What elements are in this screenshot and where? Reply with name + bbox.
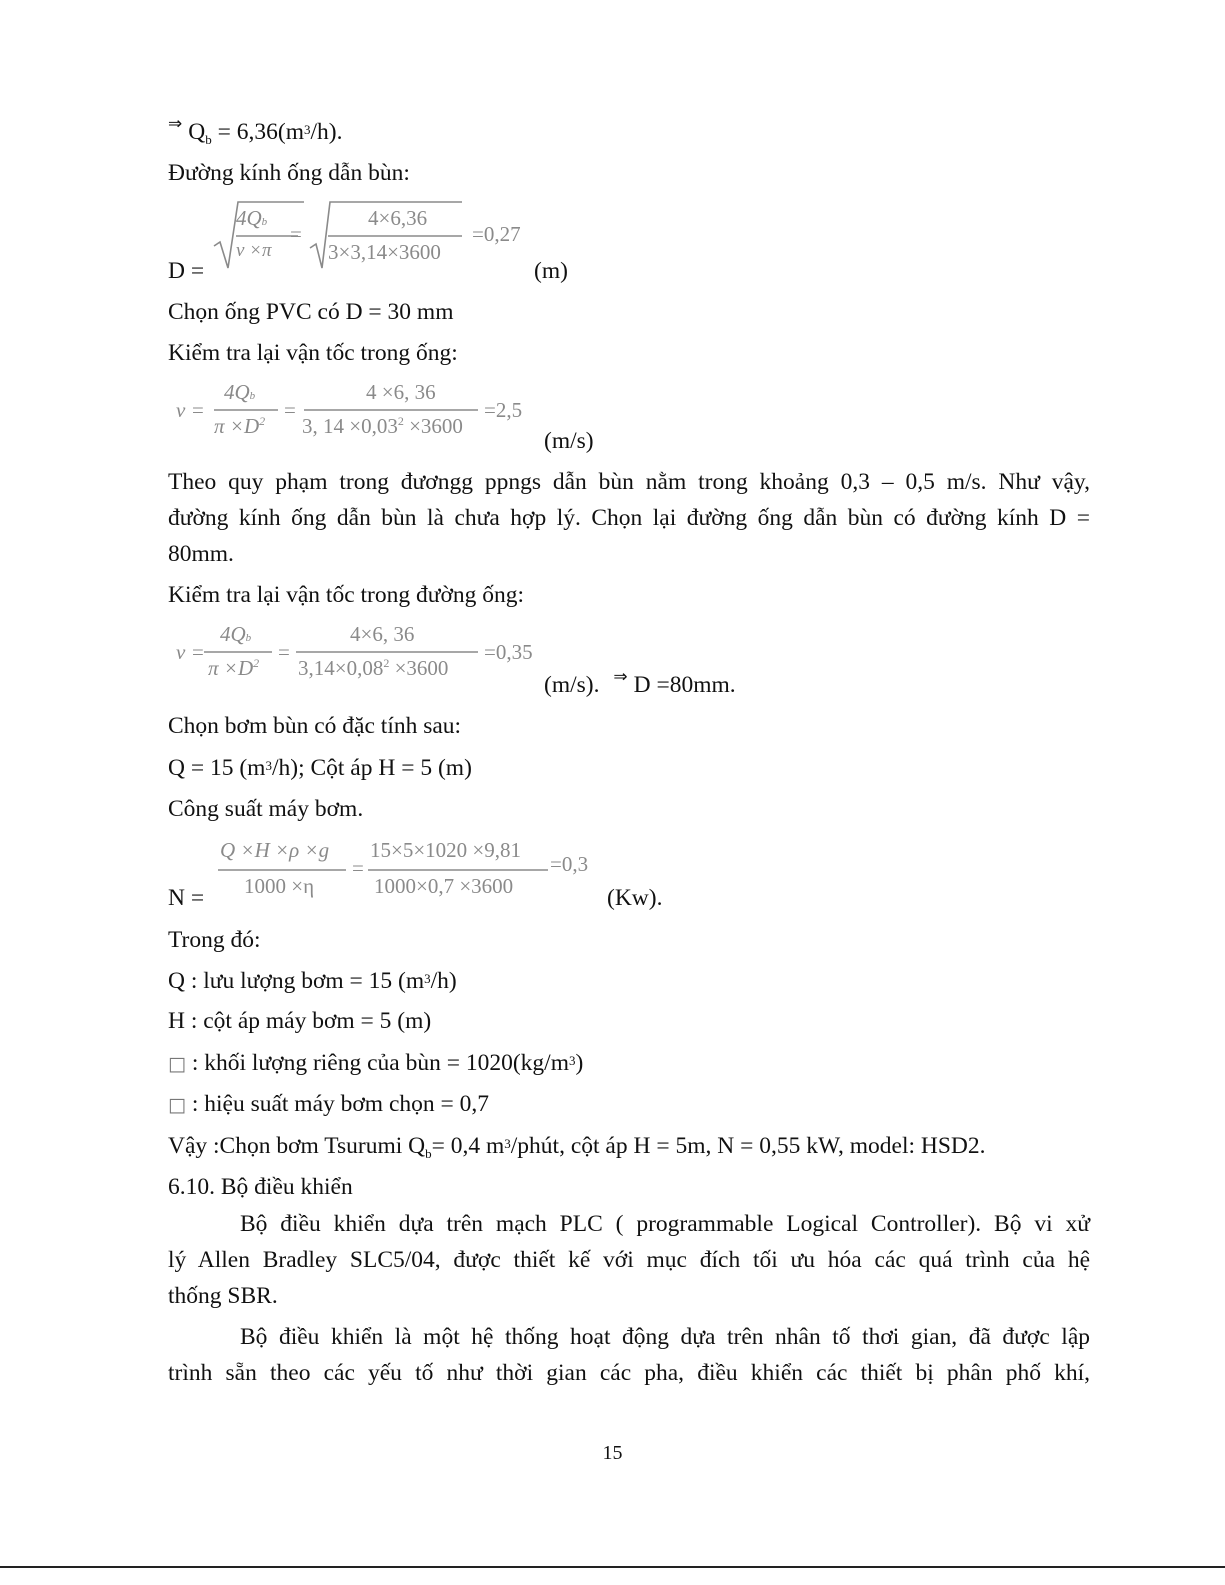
v2-num-right: 4×6, 36 (350, 622, 415, 646)
v1-num-left: 4Qb (224, 380, 256, 404)
paragraph-line-3: 80mm. (168, 541, 234, 567)
controller-paragraph-1-line-3: thống SBR. (168, 1283, 278, 1309)
pump-choice: Chọn bơm bùn có đặc tính sau: (168, 713, 462, 739)
n-label: N = (168, 885, 205, 911)
n-den-left: 1000 ×η (244, 874, 315, 898)
paragraph-line-1: Theo quy phạm trong đươngg ppngs dẫn bùn nằm trong khoảng 0,3 – 0,5 m/s. Như vậy, (168, 469, 1090, 495)
velocity-formula-1 (174, 380, 544, 442)
implies-arrow-icon: ⇒ (613, 667, 628, 687)
v1-den-left: $\pi \times D^2$ (214, 414, 266, 438)
n-num-right: 15×5×1020 ×9,81 (370, 838, 522, 862)
v1-num-right: 4 ×6, 36 (366, 380, 436, 404)
d-unit: (m) (534, 258, 568, 284)
n-eq: = (352, 856, 364, 880)
d-label: D = (168, 258, 205, 284)
v2-unit-and-result: (m/s). ⇒ D =80mm. (544, 667, 736, 698)
n-den-right: 1000×0,7 ×3600 (374, 874, 514, 898)
v1-lhs: v = (176, 398, 205, 422)
velocity-formula-2 (174, 622, 554, 684)
n-result: =0,3 (550, 852, 589, 876)
d-den-left: v ×π (236, 240, 272, 261)
v1-den-right: 3, $14 \times 0,03^2 \times 3600$ (302, 414, 463, 438)
v2-result: =0,35 (484, 640, 533, 664)
power-heading: Công suất máy bơm. (168, 796, 364, 822)
pump-specs: Q = 15 $(m^3/h)$; Cột áp H = 5 (m) (168, 755, 472, 781)
where-heading: Trong đó: (168, 927, 261, 953)
diameter-heading: Đường kính ống dẫn bùn: (168, 160, 410, 186)
v2-num-left: 4Qb (220, 622, 252, 646)
d-num-right: 4×6,36 (368, 206, 428, 230)
h-definition: H : cột áp máy bơm = 5 (m) (168, 1008, 432, 1034)
n-unit: (Kw). (607, 885, 663, 911)
implies-arrow-icon: ⇒ (168, 114, 183, 134)
v2-eq: = (278, 640, 290, 664)
d-result: =0,27 (472, 222, 521, 246)
power-formula (214, 836, 614, 902)
section-heading: 6.10. Bộ điều khiển (168, 1174, 353, 1200)
controller-paragraph-2-line-1: Bộ điều khiển là một hệ thống hoạt động dựa trên nhân tố thơi gian, đã được lập (240, 1324, 1090, 1350)
v1-unit: (m/s) (544, 428, 594, 454)
controller-paragraph-1-line-2: lý Allen Bradley SLC5/04, được thiết kế với mục đích tối ưu hóa các quá trình của hệ (168, 1247, 1090, 1273)
missing-glyph-box-icon: □ (168, 1053, 186, 1075)
check-velocity-heading: Kiểm tra lại vận tốc trong ống: (168, 340, 458, 366)
n-num-left: Q ×H ×ρ ×g (220, 838, 330, 862)
d-den-right: 3×3,14×3600 (328, 240, 441, 264)
rho-definition: □ : khối lượng riêng của bùn = $1020(kg/m^3)$ (168, 1050, 584, 1076)
d-num-left: 4Qb (236, 206, 268, 230)
v2-den-left: $\pi \times D^2$ (208, 656, 260, 680)
page-number: 15 (602, 1442, 623, 1464)
v1-eq: = (284, 398, 296, 422)
q-definition: Q : lưu lượng bơm = 15 $(m^3/h)$ (168, 968, 457, 994)
diameter-formula (212, 198, 542, 272)
check-velocity2-heading: Kiểm tra lại vận tốc trong đường ống: (168, 582, 525, 608)
v1-result: =2,5 (484, 398, 523, 422)
final-pump-choice: Vậy :Chọn bơm Tsurumi $Q_b= 0,4$ $m^3$/phút, cột áp H = 5m, N = 0,55 kW, model: HSD2. (168, 1133, 986, 1161)
pvc-choice: Chọn ống PVC có D = 30 mm (168, 299, 454, 325)
missing-glyph-box-icon: □ (168, 1094, 186, 1116)
bottom-divider (0, 1566, 1225, 1568)
d-eq: = (290, 222, 302, 246)
paragraph-line-2: đường kính ống dẫn bùn là chưa hợp lý. Chọn lại đường ống dẫn bùn có đường kính D = (168, 505, 1090, 531)
v2-lhs: v = (176, 640, 205, 664)
controller-paragraph-2-line-2: trình sẵn theo các yếu tố như thời gian các pha, điều khiển các thiết bị phân phố khí, (168, 1360, 1090, 1386)
qb-line: ⇒ $Q_b = 6,36(m^3/h)$. (168, 114, 343, 147)
v2-den-right: $3,14\times 0,08^2 \times 3600$ (298, 656, 449, 680)
controller-paragraph-1-line-1: Bộ điều khiển dựa trên mạch PLC ( programmable Logical Controller). Bộ vi xử (240, 1211, 1090, 1237)
eta-definition: □ : hiệu suất máy bơm chọn = 0,7 (168, 1091, 490, 1117)
